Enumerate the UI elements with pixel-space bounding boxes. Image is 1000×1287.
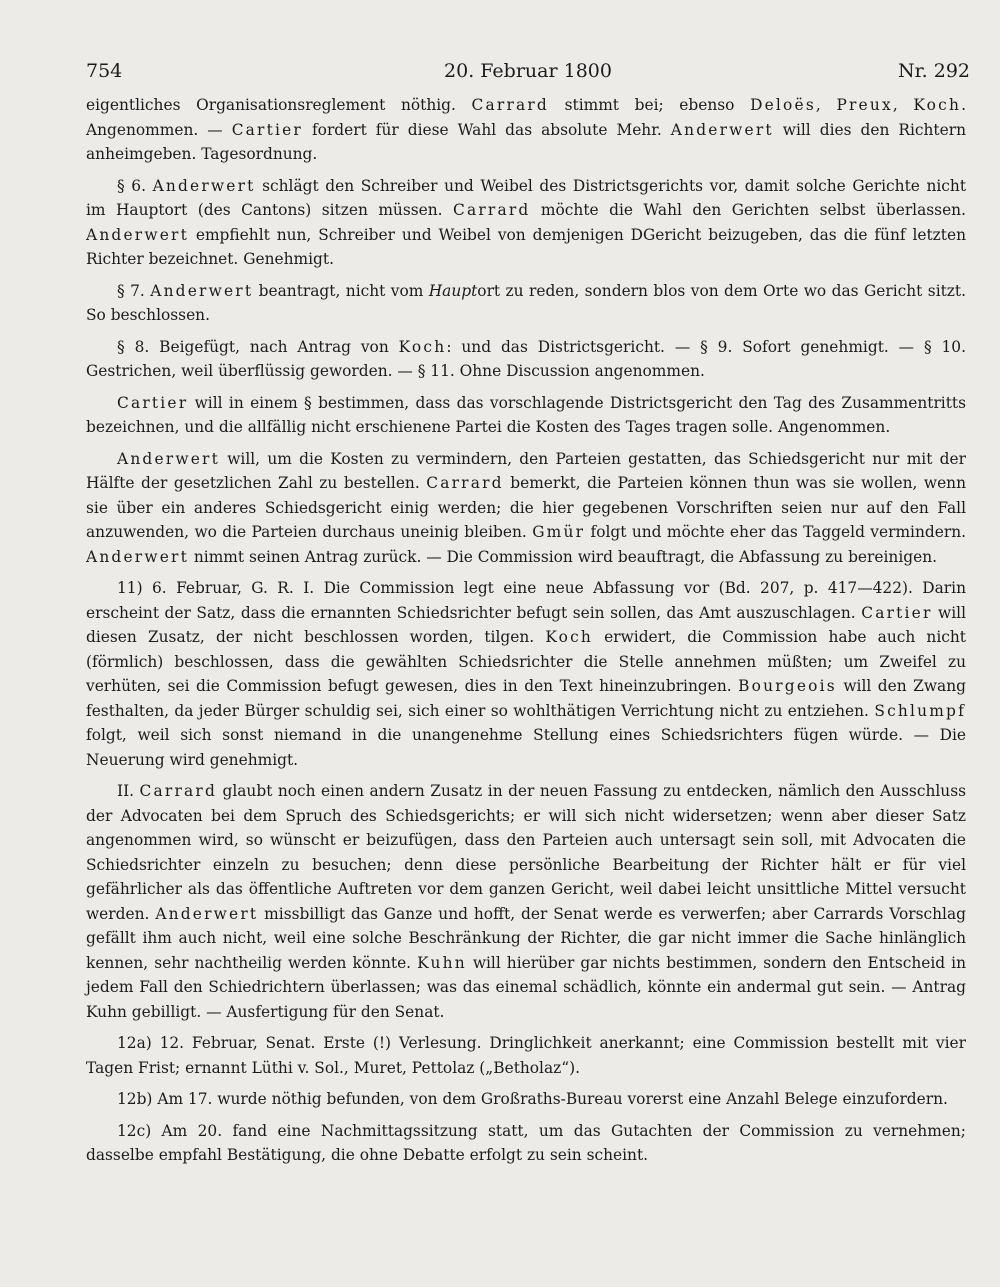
text-run: § 8. Beigefügt, nach Antrag von (117, 337, 399, 356)
text-run: eigentliches Organisationsreglement nöthig. (86, 96, 472, 114)
text-run: folgt, weil sich sonst niemand in die unangenehme Stellung eines Schiedsrichters fügen würde. — Die Neuerung wird genehmigt. (86, 726, 966, 769)
text-run: will, um die Kosten zu vermindern, den Parteien gestatten, das Schiedsgericht nur mit der Hälfte der gesetzlichen Zahl zu bestellen. (86, 449, 966, 492)
speaker-name: Preux (836, 96, 893, 114)
speaker-name: Carrard (453, 201, 531, 219)
speaker-name: Koch (398, 337, 447, 356)
text-run: ort zu reden, sondern blos von dem Orte wo das Gericht sitzt. So beschlossen. (86, 281, 966, 324)
text-run: will den Zwang festhalten, da jeder Bürger schuldig sei, sich einer so wohlthätigen Verrichtung nicht zu entziehen. (86, 677, 966, 720)
text-run: 11) 6. Februar, G. R. I. Die Commission legt eine neue Abfassung vor (Bd. 207, p. 417—422). Darin erscheint der Satz, dass die ernannten Schiedsrichter befugt sein sollen, das Amt auszuschlagen. (86, 579, 966, 622)
text-run: missbilligt das Ganze und hofft, der Senat werde es verwerfen; aber Carrards Vorschlag gefällt ihm auch nicht, weil eine solche Beschränkung der Richter, die gar nicht immer die Sache hinlänglich kennen, sehr nachtheilig werden könnte. (86, 904, 967, 972)
paragraph (86, 93, 966, 167)
speaker-name: Cartier (861, 603, 933, 622)
speaker-name: Carrard (139, 782, 217, 800)
text-run: , (892, 96, 914, 114)
paragraph (86, 1031, 966, 1080)
speaker-name: Carrard (426, 474, 504, 492)
speaker-name: Koch (913, 96, 962, 114)
text-run: fordert für diese Wahl das absolute Mehr. (302, 120, 671, 139)
speaker-name: Bourgeois (738, 677, 837, 695)
paragraph (86, 335, 966, 384)
text-run: erwidert, die Commission habe auch nicht (förmlich) beschlossen, dass die gewählten Schiedsrichter die Stelle annehmen müßten; um Zweifel zu verhüten, sei die Commission befugt gewesen, dies in den Text hineinzubringen. (86, 628, 966, 695)
text-run: nimmt seinen Antrag zurück. — Die Commission wird beauftragt, die Abfassung zu bereinigen. (188, 547, 938, 566)
text-run: möchte die Wahl den Gerichten selbst überlassen. (530, 201, 966, 219)
text-run: folgt und möchte eher das Taggeld vermindern. (585, 523, 966, 541)
text-run: 12c) Am 20. fand eine Nachmittagssitzung statt, um das Gutachten der Commission zu vernehmen; dasselbe empfahl Bestätigung, die ohne Debatte erfolgt zu sein scheint. (86, 1121, 966, 1164)
text-run: bemerkt, die Parteien können thun was sie wollen, wenn sie über ein anderes Schiedsgericht einig werden; die hier gegebenen Vorschriften seien nur auf den Fall anzuwenden, wo die Parteien durchaus uneinig bleiben. (86, 474, 966, 541)
speaker-name: Kuhn (417, 953, 467, 972)
text-run: § 7. (117, 281, 151, 300)
text-run: 12a) 12. Februar, Senat. Erste (!) Verlesung. Dringlichkeit anerkannt; eine Commission bestellt mit vier Tagen Frist; ernannt Lüthi v. Sol., Muret, Pettolaz („Betholaz“). (86, 1034, 966, 1077)
speaker-name: Anderwert (86, 547, 189, 566)
text-run: beantragt, nicht vom (253, 281, 429, 300)
paragraph (86, 1119, 966, 1168)
text-run: empfiehlt nun, Schreiber und Weibel von demjenigen DGericht beizugeben, das die fünf letzten Richter bezeichnet. Genehmigt. (86, 225, 966, 268)
text-run: II. (117, 782, 140, 800)
text-run: will dies den Richtern anheimgeben. Tagesordnung. (86, 120, 966, 163)
body-text (86, 93, 966, 1175)
text-run: , (815, 96, 837, 114)
running-header (86, 60, 970, 90)
paragraph (86, 174, 966, 272)
text-run: stimmt bei; ebenso (548, 96, 751, 114)
text-run: 12b) Am 17. wurde nöthig befunden, von dem Großraths-Bureau vorerst eine Anzahl Belege einzufordern. (117, 1090, 948, 1108)
speaker-name: Schlumpf (874, 701, 966, 720)
entry-number: Nr. 292 (898, 60, 970, 82)
speaker-name: Koch (545, 628, 593, 646)
text-run: will hierüber gar nichts bestimmen, sondern den Entscheid in jedem Fall den Schiedrichtern überlassen; was das einemal schädlich, könnte ein andermal gut sein. — Antrag Kuhn gebilligt. — Ausfertigung für den Senat. (86, 953, 967, 1021)
emphasis-text: Haupt (428, 281, 478, 300)
speaker-name: Deloës (750, 96, 816, 114)
paragraph (86, 279, 966, 328)
paragraph (86, 391, 966, 440)
text-run: glaubt noch einen andern Zusatz in der neuen Fassung zu entdecken, nämlich den Ausschluss der Advocaten bei dem Spruch des Schiedsgerichts; er will sich nicht widersetzen; wenn aber dieser Satz angenommen wird, so wünscht er beizufügen, dass den Parteien auch untersagt sein soll, mit Advocaten die Schiedsrichter einzeln zu besuchen; denn diese persönliche Bearbeitung der Richter hält er für viel gefährlicher als das öffentliche Auftreten vor dem ganzen Gericht, weil dabei leicht unsittliche Mittel versucht werden. (86, 782, 966, 923)
speaker-name: Gmür (532, 523, 586, 541)
speaker-name: Anderwert (150, 281, 254, 300)
paragraph (86, 576, 966, 772)
header-date: 20. Februar 1800 (444, 60, 612, 82)
text-run: will in einem § bestimmen, dass das vorschlagende Districtsgericht den Tag des Zusammentritts bezeichnen, und die allfällig nicht erschienene Partei die Kosten des Tages tragen solle. Angenommen. (86, 393, 966, 436)
speaker-name: Carrard (471, 96, 549, 114)
speaker-name: Anderwert (86, 225, 189, 244)
text-run: schlägt den Schreiber und Weibel des Districtsgerichts vor, damit solche Gerichte nicht im Hauptort (des Cantons) sitzen müssen. (86, 176, 966, 219)
speaker-name: Anderwert (155, 904, 259, 923)
speaker-name: Anderwert (670, 120, 774, 139)
paragraph (86, 447, 966, 570)
text-run: : und das Districtsgericht. — § 9. Sofort genehmigt. — § 10. Gestrichen, weil überflüssig geworden. — § 11. Ohne Discussion angenommen. (86, 337, 966, 380)
speaker-name: Anderwert (117, 449, 220, 468)
speaker-name: Anderwert (152, 176, 256, 195)
text-run: § 6. (117, 176, 153, 195)
text-run: will diesen Zusatz, der nicht beschlossen worden, tilgen. (86, 603, 966, 646)
page-number: 754 (86, 60, 123, 82)
paragraph (86, 779, 966, 1024)
paragraph (86, 1087, 966, 1112)
speaker-name: Cartier (231, 120, 303, 139)
text-run: . Angenommen. — (86, 96, 966, 139)
speaker-name: Cartier (117, 393, 189, 412)
